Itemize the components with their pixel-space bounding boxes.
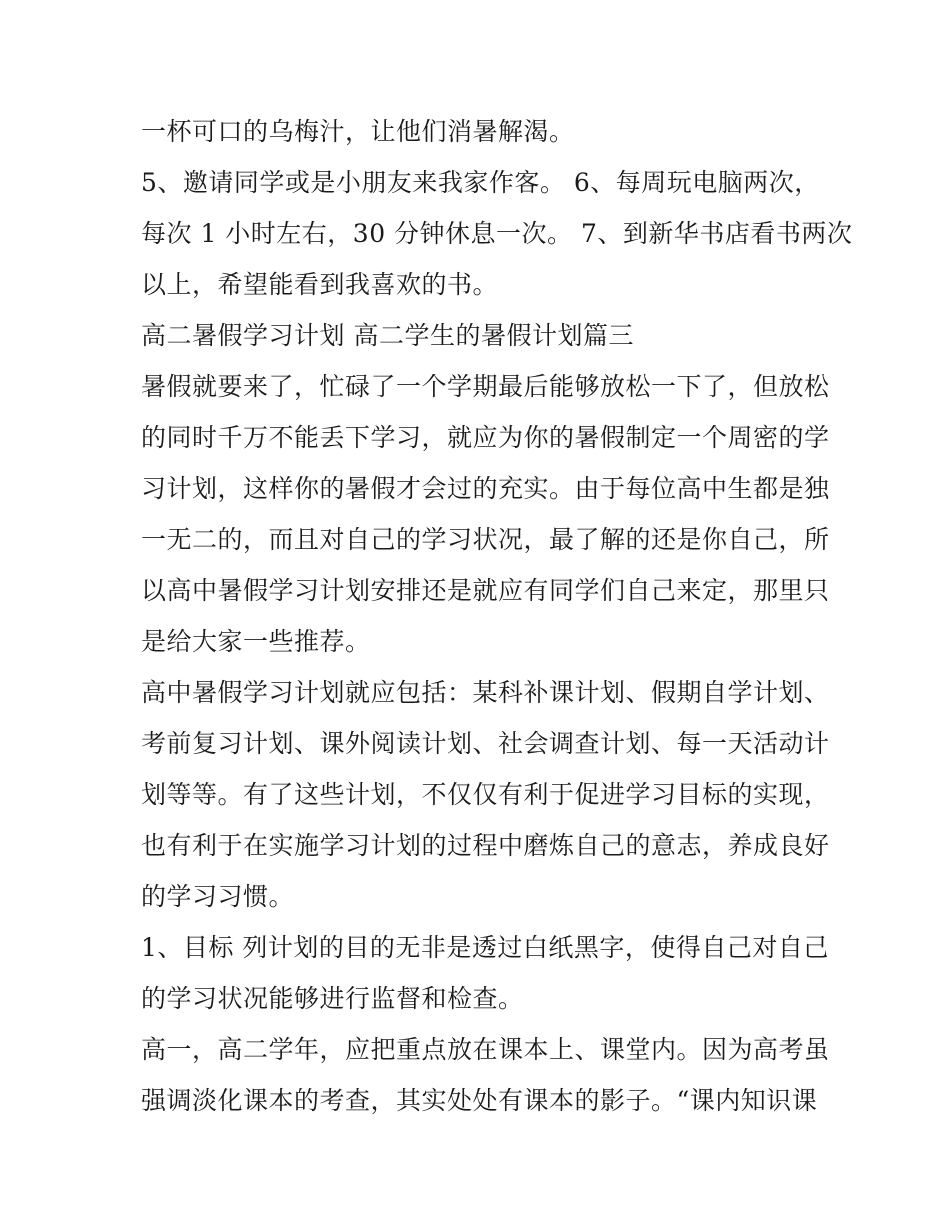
text-line: 5、邀请同学或是小朋友来我家作客。 6、每周玩电脑两次， bbox=[141, 168, 820, 197]
text-line: 以上，希望能看到我喜欢的书。 bbox=[141, 270, 499, 299]
text-line: 习计划，这样你的暑假才会过的充实。由于每位高中生都是独 bbox=[141, 474, 830, 503]
text-line: 以高中暑假学习计划安排还是就应有同学们自己来定，那里只 bbox=[141, 576, 830, 605]
text-line: 的学习习惯。 bbox=[141, 882, 295, 911]
text-line: 的学习状况能够进行监督和检查。 bbox=[141, 984, 524, 1013]
text-line: 高中暑假学习计划就应包括：某科补课计划、假期自学计划、 bbox=[141, 678, 830, 707]
text-line: 考前复习计划、课外阅读计划、社会调查计划、每一天活动计 bbox=[141, 729, 830, 758]
text-line: 也有利于在实施学习计划的过程中磨炼自己的意志，养成良好 bbox=[141, 831, 830, 860]
text-line: 的同时千万不能丢下学习，就应为你的暑假制定一个周密的学 bbox=[141, 423, 830, 452]
text-line: 1、目标 列计划的目的无非是透过白纸黑字，使得自己对自己 bbox=[141, 933, 829, 962]
text-line: 暑假就要来了，忙碌了一个学期最后能够放松一下了，但放松 bbox=[141, 372, 830, 401]
text-line: 强调淡化课本的考查，其实处处有课本的影子。“课内知识课 bbox=[141, 1086, 818, 1115]
text-line: 每次 1 小时左右，30 分钟休息一次。 7、到新华书店看书两次 bbox=[141, 219, 853, 248]
section-heading: 高二暑假学习计划 高二学生的暑假计划篇三 bbox=[141, 321, 634, 350]
text-line: 高一，高二学年，应把重点放在课本上、课堂内。因为高考虽 bbox=[141, 1035, 830, 1064]
text-line: 划等等。有了这些计划，不仅仅有利于促进学习目标的实现， bbox=[141, 780, 830, 809]
text-line: 是给大家一些推荐。 bbox=[141, 627, 371, 656]
text-line: 一杯可口的乌梅汁，让他们消暑解渴。 bbox=[141, 117, 575, 146]
document-body bbox=[141, 106, 853, 1126]
text-line: 一无二的，而且对自己的学习状况，最了解的还是你自己，所 bbox=[141, 525, 830, 554]
